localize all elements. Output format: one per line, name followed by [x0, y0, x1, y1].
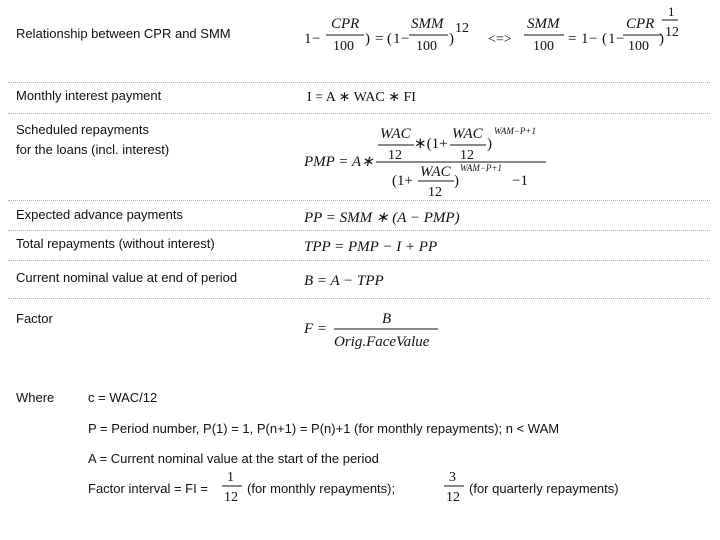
math-eq: = — [375, 31, 384, 47]
label-interest: Monthly interest payment — [16, 88, 162, 103]
math-smm: SMM — [527, 16, 560, 32]
math-interest: I = A ∗ WAC ∗ FI — [307, 90, 416, 105]
math-twelve: 12 — [388, 148, 402, 163]
math-exponent: WAM−P+1 — [460, 163, 503, 173]
label-total: Total repayments (without interest) — [16, 236, 215, 251]
label-scheduled-line2: for the loans (incl. interest) — [16, 142, 170, 157]
divider — [8, 260, 710, 261]
formula-factor — [300, 306, 480, 354]
divider — [8, 230, 710, 231]
math-hundred: 100 — [628, 39, 649, 54]
math-close: ) — [449, 31, 454, 47]
formula-pp — [300, 204, 520, 228]
where-fi-monthly-note: (for monthly repayments); — [247, 481, 396, 496]
formula-pmp — [300, 118, 560, 200]
math-hundred: 100 — [333, 39, 354, 54]
divider — [8, 200, 710, 201]
math-eq: = — [568, 31, 577, 47]
label-nominal: Current nominal value at end of period — [16, 270, 238, 285]
math-cpr: CPR — [626, 16, 655, 32]
math-pp: PP = SMM ∗ (A − PMP) — [304, 210, 460, 226]
math-minus: − — [312, 31, 321, 47]
label-cpr-smm: Relationship between CPR and SMM — [16, 26, 231, 41]
formula-b — [300, 267, 460, 291]
math-open-one: (1+ — [392, 173, 413, 189]
math-f-den: Orig.FaceValue — [334, 334, 430, 350]
math-close: ) — [487, 136, 492, 152]
where-p-definition: P = Period number, P(1) = 1, P(n+1) = P(n)+1 (for monthly repayments); n < WAM — [88, 421, 560, 436]
where-a-definition: A = Current nominal value at the start of the period — [88, 451, 379, 466]
divider — [8, 82, 710, 83]
math-minus: − — [401, 31, 410, 47]
where-fi-quarterly-note: (for quarterly repayments) — [469, 481, 619, 496]
fraction-numerator: 1 — [227, 470, 234, 485]
math-smm: SMM — [411, 16, 444, 32]
math-times-open: ∗(1+ — [414, 136, 448, 152]
math-twelve: 12 — [460, 148, 474, 163]
label-advance: Expected advance payments — [16, 207, 183, 222]
divider — [8, 113, 710, 114]
formula-tpp — [300, 233, 520, 257]
math-close: ) — [365, 31, 370, 47]
math-one: 1 — [608, 31, 616, 47]
math-one: 1 — [581, 31, 589, 47]
math-twelve: 12 — [428, 185, 442, 200]
fraction-numerator: 3 — [449, 470, 456, 485]
fraction-denominator: 12 — [446, 490, 460, 505]
math-exponent-twelve: 12 — [665, 25, 679, 40]
math-cpr: CPR — [331, 16, 360, 32]
where-fi-label: Factor interval = FI = — [88, 481, 208, 496]
where-label: Where — [16, 390, 55, 405]
math-exponent-one: 1 — [668, 4, 675, 19]
math-open: ( — [387, 31, 392, 47]
math-hundred: 100 — [533, 39, 554, 54]
math-close: ) — [454, 173, 459, 189]
fraction-monthly — [218, 466, 248, 506]
math-minus: − — [589, 31, 598, 47]
math-one: 1 — [393, 31, 401, 47]
math-wac: WAC — [380, 126, 411, 142]
math-tpp: TPP = PMP − I + PP — [304, 239, 438, 255]
math-wac: WAC — [420, 164, 451, 180]
math-minus: − — [616, 31, 625, 47]
math-minus-one: −1 — [512, 173, 528, 189]
fraction-quarterly — [440, 466, 470, 506]
math-close: ) — [659, 31, 664, 47]
math-b: B = A − TPP — [304, 273, 384, 289]
math-f-lhs: F = — [304, 321, 328, 337]
formula-interest — [305, 84, 505, 108]
math-open: ( — [602, 31, 607, 47]
math-one: 1 — [304, 31, 312, 47]
label-scheduled-line1: Scheduled repayments — [16, 122, 149, 137]
math-iff: <=> — [488, 32, 512, 47]
math-wac: WAC — [452, 126, 483, 142]
math-twelve: 12 — [455, 21, 469, 36]
divider — [8, 298, 710, 299]
formula-cpr-smm — [300, 4, 700, 64]
math-hundred: 100 — [416, 39, 437, 54]
fraction-denominator: 12 — [224, 490, 238, 505]
where-c-definition: c = WAC/12 — [88, 390, 158, 405]
math-exponent: WAM−P+1 — [494, 126, 537, 136]
math-f-num: B — [382, 311, 392, 327]
label-factor: Factor — [16, 311, 53, 326]
math-pmp-lhs: PMP = A∗ — [304, 154, 374, 170]
